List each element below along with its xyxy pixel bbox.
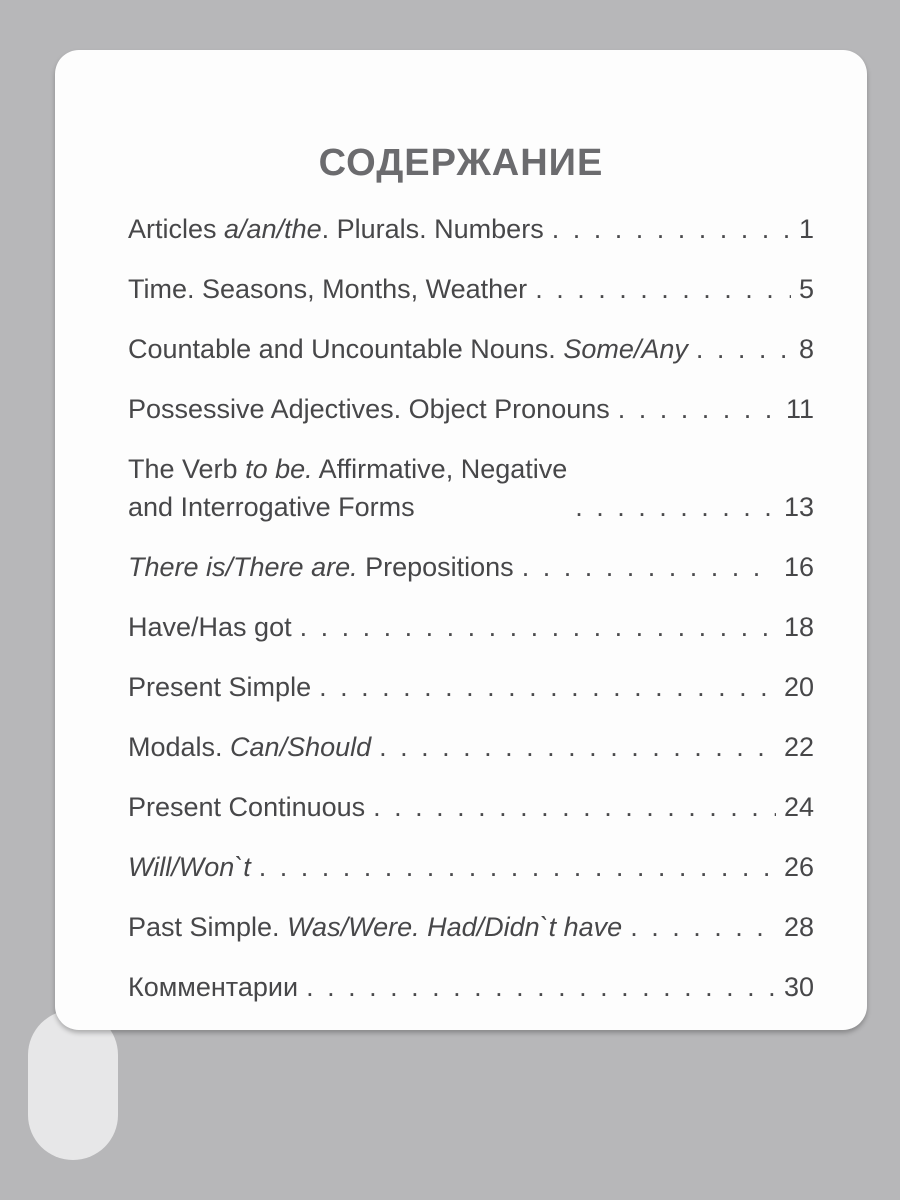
entry-title-part: Time. Seasons, Months, Weather — [128, 274, 528, 304]
toc-page-number: 28 — [783, 912, 814, 942]
dot-leader — [373, 788, 776, 826]
entry-title-part: to be. — [245, 454, 313, 484]
entry-title-part: Articles — [128, 214, 225, 244]
entry-title-part: Affirmative, Negative — [312, 454, 568, 484]
toc-entry[interactable] — [128, 390, 814, 428]
toc-page-number: 18 — [783, 612, 814, 642]
toc-entry[interactable] — [128, 330, 814, 368]
toc-entry[interactable] — [128, 728, 814, 766]
toc-entry[interactable] — [128, 450, 814, 526]
toc-entry-title — [128, 968, 298, 1006]
entry-title-part: Комментарии — [128, 972, 299, 1002]
dot-leader — [696, 330, 791, 368]
entry-title-part: There is/There are. — [128, 552, 358, 582]
toc-page-number: 16 — [783, 552, 814, 582]
toc-entry[interactable] — [128, 668, 814, 706]
toc-page-number: 24 — [783, 792, 814, 822]
entry-title-part: Countable and Uncountable Nouns. — [128, 334, 564, 364]
toc-page-number: 1 — [798, 214, 814, 244]
entry-title-part: Have/Has got — [128, 612, 292, 642]
entry-title-part: Modals. — [128, 732, 231, 762]
entry-title-part: Can/Should — [230, 732, 372, 762]
entry-title-part: Past Simple. — [128, 912, 288, 942]
entry-title-part: Was/Were. Had/Didn`t have — [287, 912, 623, 942]
entry-title-part: Present Continuous — [128, 792, 366, 822]
dot-leader — [522, 548, 776, 586]
entry-title-part: Some/Any — [563, 334, 688, 364]
toc-entry-title — [128, 788, 365, 826]
toc-entry[interactable] — [128, 210, 814, 248]
page-title: СОДЕРЖАНИЕ — [318, 142, 604, 184]
dot-leader — [630, 908, 776, 946]
toc-entry[interactable] — [128, 788, 814, 826]
toc-page-number: 8 — [798, 334, 814, 364]
toc-entry-title-line1 — [128, 450, 567, 488]
dot-leader — [379, 728, 776, 766]
toc-entry[interactable] — [128, 548, 814, 586]
toc-entry[interactable] — [128, 848, 814, 886]
dot-leader — [575, 488, 776, 526]
dot-leader — [535, 270, 791, 308]
entry-title-part: The Verb — [128, 454, 246, 484]
toc-page-number: 11 — [785, 394, 814, 424]
toc-entry-title — [128, 548, 514, 586]
toc-page-number: 13 — [783, 492, 814, 522]
toc-entry-title — [128, 728, 371, 766]
toc-page-number: 20 — [783, 672, 814, 702]
dot-leader — [319, 668, 776, 706]
entry-title-part: Will/Won`t — [128, 852, 251, 882]
entry-title-part: a/an/the — [224, 214, 322, 244]
dot-leader — [259, 848, 776, 886]
toc-page-number: 26 — [783, 852, 814, 882]
toc-entry-title — [128, 390, 610, 428]
toc-entry-title — [128, 908, 622, 946]
toc-entry[interactable] — [128, 968, 814, 1006]
toc-entry-title — [128, 668, 311, 706]
dot-leader — [300, 608, 776, 646]
toc-page-number: 5 — [798, 274, 814, 304]
page-edge — [28, 1010, 118, 1160]
toc-entry-title — [128, 608, 292, 646]
dot-leader — [618, 390, 778, 428]
entry-title-part: and Interrogative Forms — [128, 492, 415, 522]
toc-entry[interactable] — [128, 270, 814, 308]
entry-title-part: Possessive Adjectives. Object Pronouns — [128, 394, 610, 424]
entry-title-part: . Plurals. Numbers — [321, 214, 544, 244]
toc-entry-title — [128, 330, 688, 368]
table-of-contents — [128, 210, 814, 1028]
toc-entry[interactable] — [128, 608, 814, 646]
toc-entry-title — [128, 270, 527, 308]
entry-title-part: Present Simple — [128, 672, 312, 702]
entry-title-part: Prepositions — [357, 552, 514, 582]
dot-leader — [306, 968, 776, 1006]
toc-entry[interactable] — [128, 908, 814, 946]
toc-page-number: 30 — [783, 972, 814, 1002]
toc-page-number: 22 — [783, 732, 814, 762]
toc-entry-title — [128, 210, 544, 248]
dot-leader — [552, 210, 791, 248]
contents-page — [55, 50, 867, 1030]
toc-entry-title — [128, 450, 567, 526]
toc-entry-title — [128, 848, 251, 886]
